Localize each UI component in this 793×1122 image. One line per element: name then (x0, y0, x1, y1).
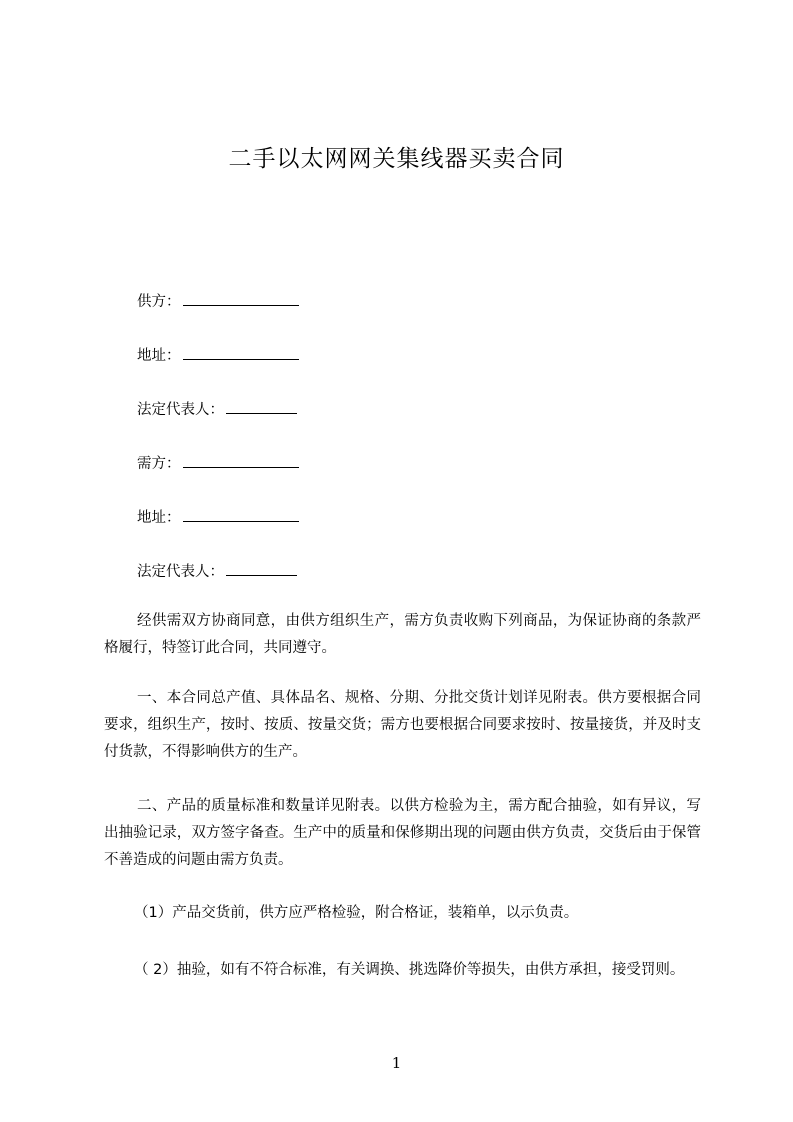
buyer-address-blank (183, 507, 299, 522)
supplier-blank (183, 291, 299, 306)
buyer-label: 需方： (137, 456, 181, 472)
preamble-paragraph: 经供需双方协商同意，由供方组织生产，需方负责收购下列商品，为保证协商的条款严格履行，特签订此合同，共同遵守。 (104, 613, 701, 656)
buyer-address-label: 地址： (137, 510, 181, 526)
buyer-address-field (137, 507, 299, 528)
buyer-representative-label: 法定代表人： (137, 564, 224, 580)
supplier-representative-blank (226, 399, 297, 414)
buyer-blank (183, 453, 299, 468)
supplier-field (137, 291, 299, 312)
contract-title: 二手以太网网关集线器买卖合同 (228, 146, 565, 172)
supplier-address-label: 地址： (137, 348, 181, 364)
clause-two-paragraph: 二、产品的质量标准和数量详见附表。以供方检验为主，需方配合抽验，如有异议，写出抽验记录，双方签字备查。生产中的质量和保修期出现的问题由供方负责，交货后由于保管不善造成的问题由需方负责。 (104, 798, 701, 868)
buyer-representative-blank (226, 561, 297, 576)
buyer-field (137, 453, 299, 474)
supplier-label: 供方： (137, 294, 181, 310)
supplier-address-field (137, 345, 299, 366)
supplier-address-blank (183, 345, 299, 360)
supplier-representative-label: 法定代表人： (137, 402, 224, 418)
sub-clause-one-paragraph: （1）产品交货前，供方应严格检验，附合格证，装箱单，以示负责。 (134, 905, 579, 921)
supplier-representative-field (137, 399, 297, 420)
buyer-representative-field (137, 561, 297, 582)
page-number: 1 (391, 1054, 402, 1072)
sub-clause-two-paragraph: （ 2）抽验，如有不符合标准，有关调换、挑选降价等损失，由供方承担，接受罚则。 (134, 962, 685, 978)
clause-one-paragraph: 一、本合同总产值、具体品名、规格、分期、分批交货计划详见附表。供方要根据合同要求，组织生产，按时、按质、按量交货；需方也要根据合同要求按时、按量接货，并及时支付货款，不得影响供方的生产。 (104, 690, 701, 760)
